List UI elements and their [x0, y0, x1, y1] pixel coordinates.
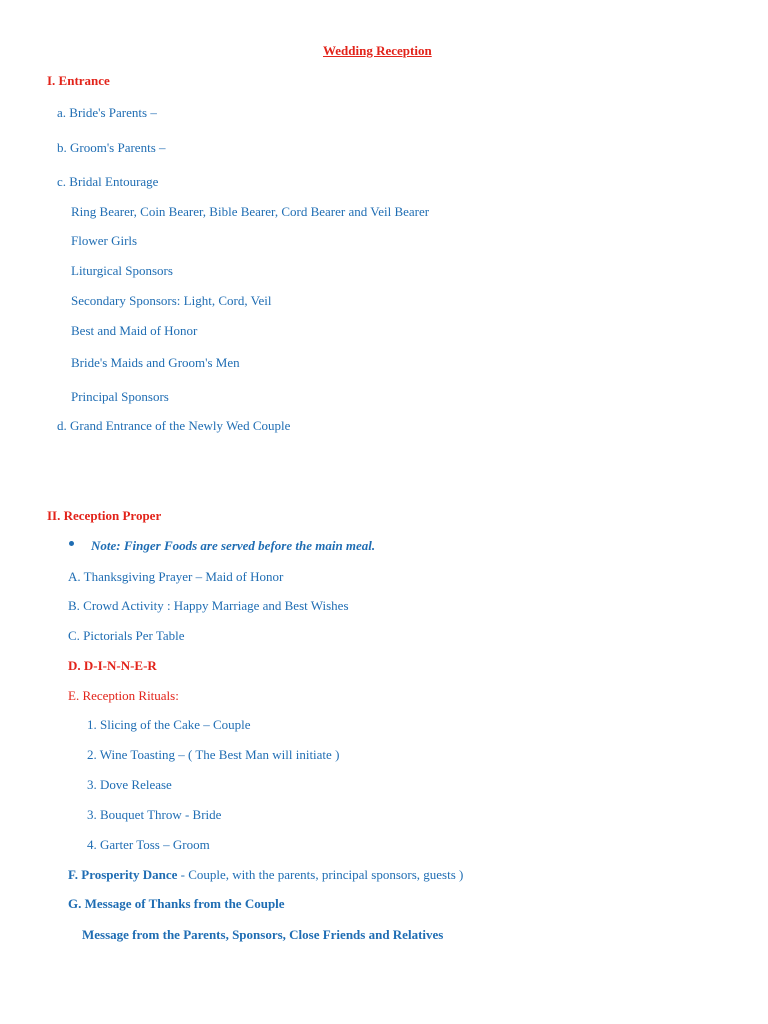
reception-item-a: A. Thanksgiving Prayer – Maid of Honor	[68, 569, 284, 584]
reception-item-b: B. Crowd Activity : Happy Marriage and Best Wishes	[68, 598, 349, 613]
section-1-heading: I. Entrance	[47, 73, 110, 88]
entourage-item: Principal Sponsors	[71, 389, 169, 404]
entourage-item: Ring Bearer, Coin Bearer, Bible Bearer, Cord Bearer and Veil Bearer	[71, 204, 430, 219]
page-title: Wedding Reception	[323, 43, 432, 58]
reception-item-e: E. Reception Rituals:	[68, 688, 179, 703]
entourage-item: Flower Girls	[71, 233, 138, 248]
reception-item-g-sub: Message from the Parents, Sponsors, Close Friends and Relatives	[82, 927, 444, 942]
prosperity-dance-label: F. Prosperity Dance	[68, 867, 178, 882]
section-2-heading: II. Reception Proper	[47, 508, 162, 523]
reception-item-d: D. D-I-N-N-E-R	[68, 658, 157, 673]
ritual-item: 3. Dove Release	[87, 777, 172, 792]
prosperity-dance-text: - Couple, with the parents, principal sponsors, guests )	[177, 867, 464, 882]
entrance-item-d: d. Grand Entrance of the Newly Wed Couple	[57, 418, 291, 433]
note-text: Note: Finger Foods are served before the main meal.	[91, 538, 376, 553]
reception-item-c: C. Pictorials Per Table	[68, 628, 185, 643]
ritual-item: 2. Wine Toasting – ( The Best Man will initiate )	[87, 747, 340, 762]
ritual-item: 4. Garter Toss – Groom	[87, 837, 210, 852]
reception-item-f	[68, 867, 463, 883]
entourage-item: Bride's Maids and Groom's Men	[71, 355, 240, 370]
ritual-item: 1. Slicing of the Cake – Couple	[87, 717, 251, 732]
entrance-item-b: b. Groom's Parents –	[57, 140, 166, 155]
ritual-item: 3. Bouquet Throw - Bride	[87, 807, 222, 822]
entrance-item-a: a. Bride's Parents –	[57, 105, 157, 120]
entourage-item: Best and Maid of Honor	[71, 323, 198, 338]
entourage-item: Liturgical Sponsors	[71, 263, 173, 278]
entrance-item-c: c. Bridal Entourage	[57, 174, 159, 189]
entourage-item: Secondary Sponsors: Light, Cord, Veil	[71, 293, 272, 308]
reception-item-g: G. Message of Thanks from the Couple	[68, 896, 285, 911]
bullet-icon	[69, 541, 74, 546]
